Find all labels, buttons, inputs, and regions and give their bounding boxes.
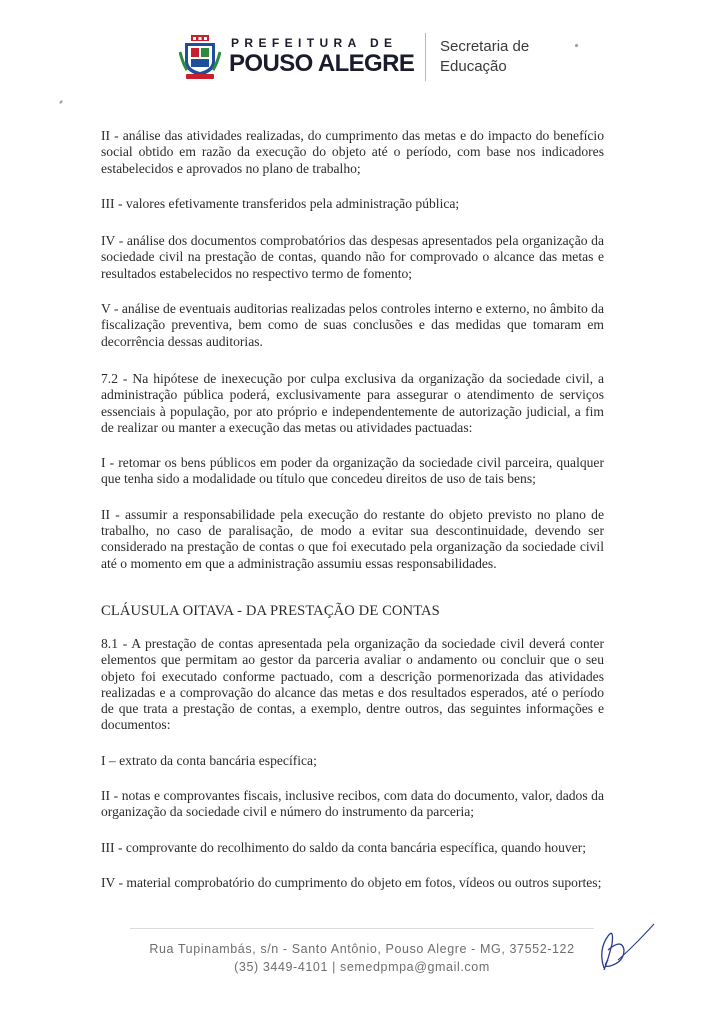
letterhead [0,0,724,100]
section-heading: CLÁUSULA OITAVA - DA PRESTAÇÃO DE CONTAS [101,602,440,619]
paragraph-iii-valores: III - valores efetivamente transferidos pela administração pública; [101,195,460,211]
handwritten-initials-signature [594,920,656,976]
paragraph-7-2: 7.2 - Na hipótese de inexecução por culpa exclusiva da organização da sociedade civil, a administração pública poderá, exclusivamente para assegurar o atendimento de serviços essenciais à população, por ato próprio e independentemente de autorização judicial, a fim de realizar ou manter a execução das metas ou atividades pactuadas: [101,370,604,435]
paragraph-i-retomar: I - retomar os bens públicos em poder da organização da sociedade civil parceira, qualquer que tenha sido a modalidade ou título que concedeu direitos de uso de tais bens; [101,455,604,487]
paragraph-iii-comprovante: III - comprovante do recolhimento do saldo da conta bancária específica, quando houver; [101,839,587,855]
paragraph-8-1: 8.1 - A prestação de contas apresentada pela organização da sociedade civil deverá conter elementos que permitam ao gestor da parceria avaliar o andamento ou concluir que o seu objeto foi executado conforme pactuado, com a descrição pormenorizada das atividades realizadas e a comprovação do alcance das metas e dos resultados esperados, até o período de que trata a prestação de contas, a exemplo, dentre outros, das seguintes informações e documentos: [101,635,604,733]
paragraph-i-extrato: I – extrato da conta bancária específica; [101,752,317,768]
city-crest-logo [179,34,221,80]
scan-speck [575,44,578,47]
paragraph-ii-assumir: II - assumir a responsabilidade pela execução do restante do objeto previsto no plano de trabalho, no caso de paralisação, de modo a evitar sua descontinuidade, devendo ser considerado na prestação de contas o que foi executado pela organização da sociedade civil até o momento em que a administração assumiu essas responsabilidades. [101,506,604,571]
footer-address: Rua Tupinambás, s/n - Santo Antônio, Pouso Alegre - MG, 37552-122 [149,942,575,956]
header-divider [425,33,426,81]
scan-speck [59,100,63,104]
paragraph-iv-documentos: IV - análise dos documentos comprobatórios das despesas apresentados pela organização da sociedade civil na prestação de contas, quando não for comprovado o alcance das metas e resultados estabelecidos no respectivo termo de fomento; [101,233,604,281]
prefeitura-label: PREFEITURA DE [231,36,398,50]
secretaria-label: Secretaria de [440,38,530,55]
footer-contact: (35) 3449-4101 | semedpmpa@gmail.com [234,960,490,974]
city-name: POUSO ALEGRE [229,50,415,77]
paragraph-iv-material: IV - material comprobatório do cumprimento do objeto em fotos, vídeos ou outros suportes; [101,874,602,890]
paragraph-ii-notas: II - notas e comprovantes fiscais, inclusive recibos, com data do documento, valor, dados da organização da sociedade civil e número do instrumento da parceria; [101,788,604,820]
paragraph-ii-analise: II - análise das atividades realizadas, do cumprimento das metas e do impacto do benefício social obtido em razão da execução do objeto até o período, com base nos indicadores estabelecidos e aprovados no plano de trabalho; [101,128,604,176]
document-body [101,128,604,891]
paragraph-v-auditorias: V - análise de eventuais auditorias realizadas pelos controles interno e externo, no âmbito da fiscalização preventiva, bem como de suas conclusões e das medidas que tomaram em decorrência dessas auditorias. [101,301,604,349]
educacao-label: Educação [440,58,507,75]
footer-divider [130,928,594,929]
